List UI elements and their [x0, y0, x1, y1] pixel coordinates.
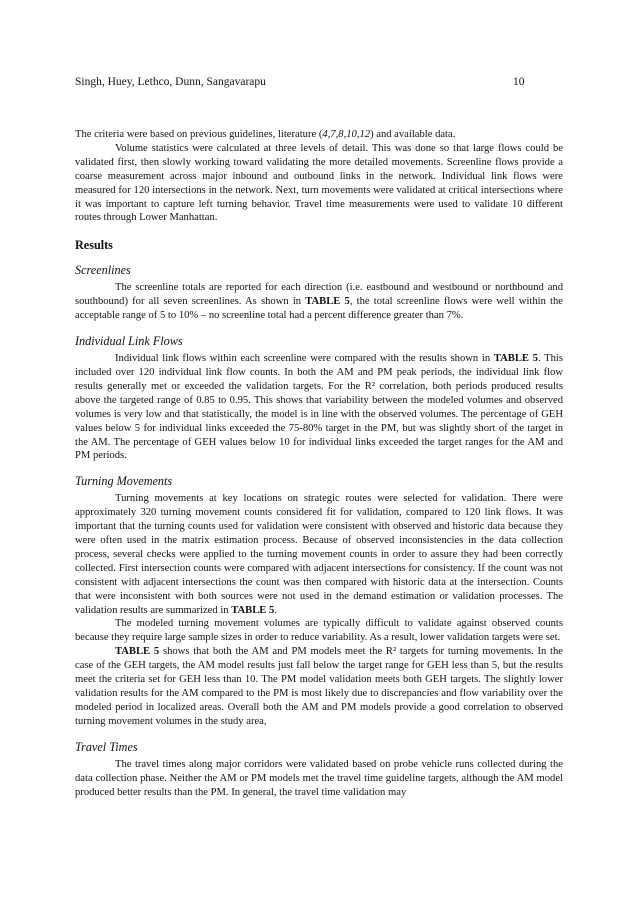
- section-heading-results: Results: [75, 238, 113, 253]
- body-text: [75, 128, 563, 799]
- subsection-heading-turning: Turning Movements: [75, 474, 173, 489]
- table-reference: TABLE 5: [231, 604, 275, 616]
- paragraph-text: . This included over 120 individual link flow counts. In both the AM and PM peak periods, the individual link flow results generally met or exceeded the validation targets. For the R² correlation, both periods produced results above the targeted range of 0.85 to 0.95. This shows that variability between the modeled volumes and observed volumes is very low and that statistically, the model is in line with the observed volumes. The percentage of GEH values below 5 for individual links exceeded the 75-80% target in the PM, but was slightly short of the target in the AM. The percentage of GEH values below 10 for individual links exceeded the target ranges for the AM and PM periods.: [75, 353, 563, 462]
- paragraph-text: shows that both the AM and PM models meet the R² targets for turning movements. In the case of the GEH targets, the AM model results just fall below the target range for GEH less than 5, but the results meet the criteria set for GEH less than 10. The PM model validation meets both GEH targets. The slightly lower validation results for the AM compared to the PM is most likely due to discrepancies and flow variability over the modeled period in localized areas. Overall both the AM and PM models provide a good correlation to observed turning movement volumes in the study area,: [75, 646, 563, 727]
- subsection-heading-screenlines: Screenlines: [75, 263, 131, 278]
- table-reference: TABLE 5: [493, 353, 538, 365]
- turning-paragraph-3: [75, 645, 563, 728]
- running-header-authors: Singh, Huey, Lethco, Dunn, Sangavarapu: [75, 76, 266, 88]
- paragraph-text: Individual link flows within each screenline were compared with the results shown in: [115, 353, 494, 365]
- page-number: 10: [513, 76, 525, 88]
- citation: 4,7,8,10,12: [322, 129, 371, 140]
- travel-times-paragraph: The travel times along major corridors were validated based on probe vehicle runs collected during the data collection phase. Neither the AM or PM models met the travel time guideline targets, although the AM model produced better results than the PM. In general, the travel time validation may: [75, 758, 563, 798]
- paragraph-text: The screenline totals are reported for each direction (i.e. eastbound and westbound or northbound and southbound) for all seven screenlines. As shown in: [75, 282, 563, 308]
- turning-paragraph-1: [75, 492, 563, 617]
- intro-paragraph-1: [75, 128, 563, 142]
- intro-text: ) and available data.: [370, 129, 456, 140]
- subsection-heading-link-flows: Individual Link Flows: [75, 334, 183, 349]
- paragraph-text: .: [274, 604, 277, 616]
- link-flows-paragraph: [75, 352, 563, 463]
- subsection-heading-travel-times: Travel Times: [75, 739, 138, 754]
- table-reference: TABLE 5: [305, 296, 350, 308]
- paragraph-text: , the total screenline flows were well within the acceptable range of 5 to 10% – no screenline total had a percent difference greater than 7%.: [75, 296, 563, 322]
- table-reference: TABLE 5: [115, 646, 160, 658]
- intro-text: The criteria were based on previous guidelines, literature (: [75, 129, 323, 140]
- paragraph-text: Turning movements at key locations on strategic routes were selected for validation. There were approximately 320 turning movement counts considered fit for validation, compared to 120 link flows. It was important that the turning counts used for validation were consistent with observed and historic data because they were often used in the matrix estimation process. Because of observed inconsistencies in the data collection process, several checks were applied to the turning movement counts in order to assure they had been correctly collected. First intersection counts were compared with adjacent intersections for consistency. If the count was not consistent with adjacent intersections the count was then compared with historic data at the intersection. Counts that were inconsistent with both sources were not used in the demand estimation or validation processes. The validation results are summarized in: [75, 493, 563, 616]
- screenlines-paragraph: [75, 281, 563, 323]
- turning-paragraph-2: The modeled turning movement volumes are typically difficult to validate against observed counts because they require large sample sizes in order to reduce variability. As a result, lower validation targets were set.: [75, 618, 563, 644]
- intro-paragraph-2: Volume statistics were calculated at three levels of detail. This was done so that large flows could be validated first, then slowly working toward validating the more detailed movements. Screenline flows provide a coarse measurement across major inbound and outbound links in the network. Individual link flows were measured for 120 intersections in the network. Next, turn movements were validated at critical intersections where it was important to capture left turning behavior. Travel time measurements were used to validate 10 different routes through Lower Manhattan.: [75, 142, 563, 224]
